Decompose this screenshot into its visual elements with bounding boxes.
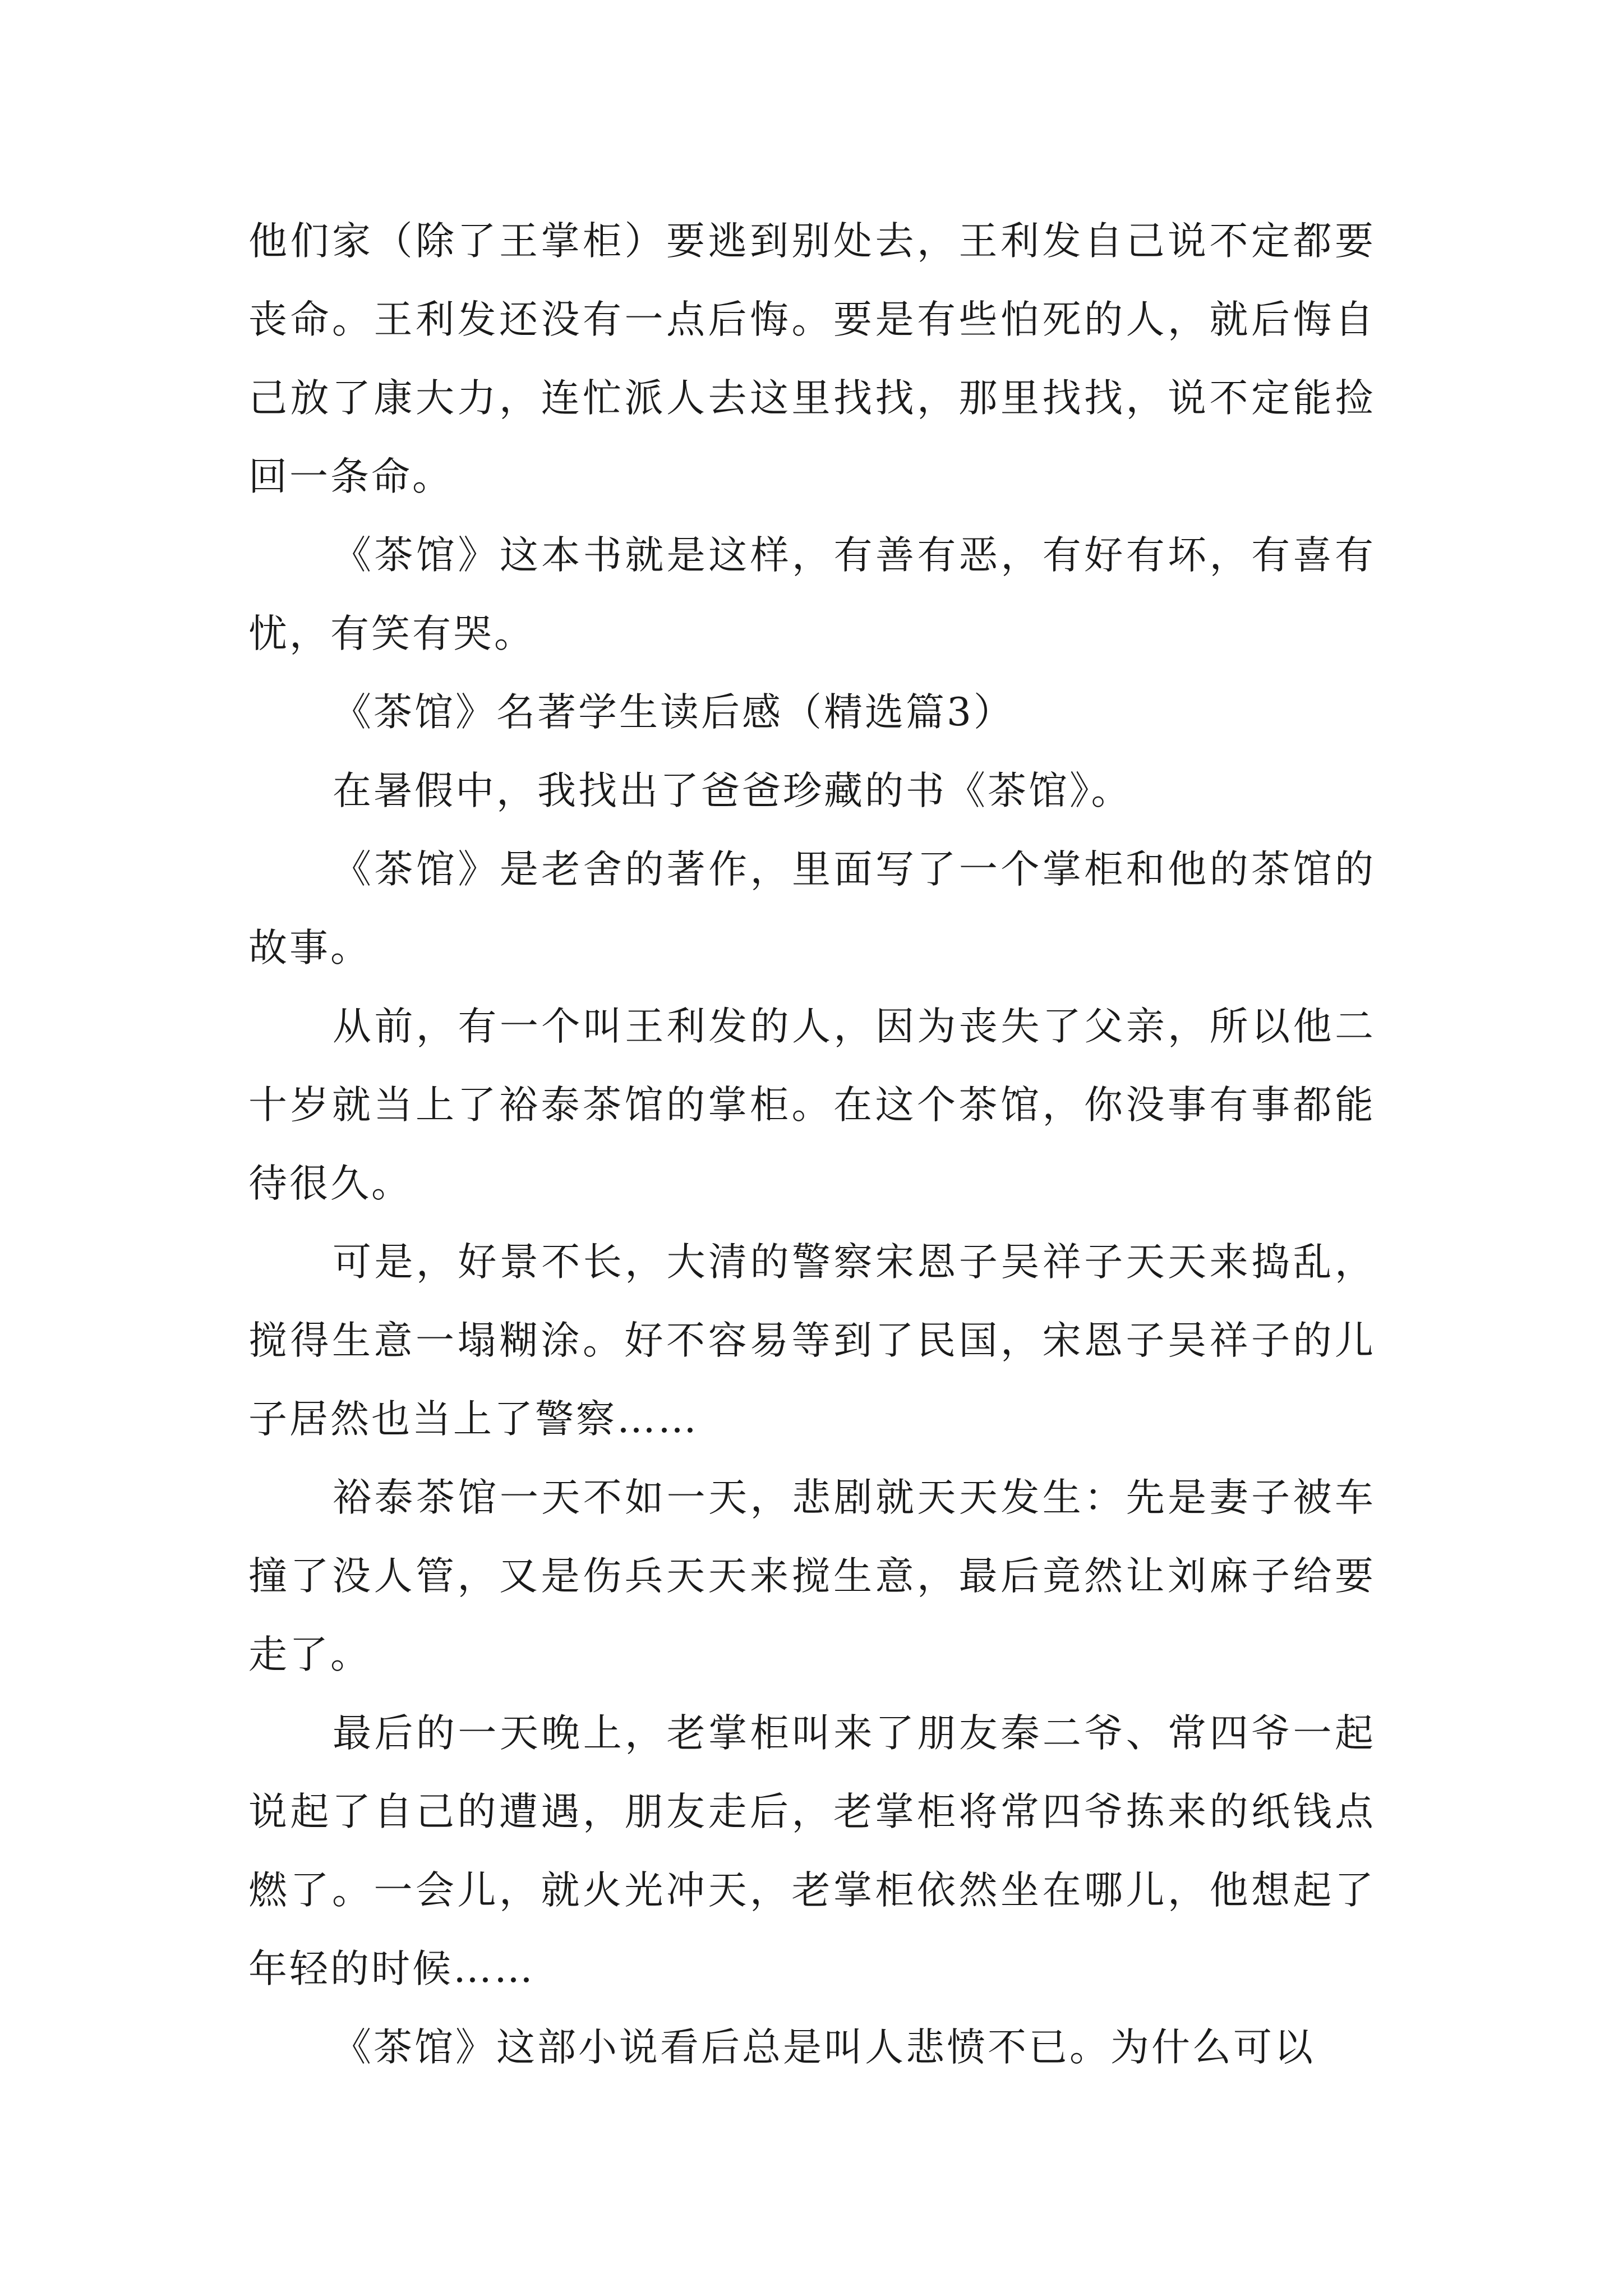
paragraph-8: 最后的一天晚上，老掌柜叫来了朋友秦二爷、常四爷一起说起了自己的遭遇，朋友走后，老掌柜将常四爷拣来的纸钱点燃了。一会儿，就火光冲天，老掌柜依然坐在哪儿，他想起了年轻的时候…… (248, 1711, 1376, 1991)
paragraph-1: 他们家（除了王掌柜）要逃到别处去，王利发自己说不定都要丧命。王利发还没有一点后悔。要是有些怕死的人，就后悔自己放了康大力，连忙派人去这里找找，那里找找，说不定能捡回一条命。 (248, 219, 1376, 499)
paragraph-6: 可是，好景不长，大清的警察宋恩子吴祥子天天来捣乱，搅得生意一塌糊涂。好不容易等到了民国，宋恩子吴祥子的儿子居然也当上了警察…… (248, 1240, 1376, 1442)
section-heading: 《茶馆》名著学生读后感（精选篇3） (333, 690, 1015, 735)
paragraph-2: 《茶馆》这本书就是这样，有善有恶，有好有坏，有喜有忧，有笑有哭。 (248, 533, 1376, 656)
paragraph-7: 裕泰茶馆一天不如一天，悲剧就天天发生：先是妻子被车撞了没人管，又是伤兵天天来搅生意，最后竟然让刘麻子给要走了。 (248, 1475, 1376, 1677)
paragraph-9: 《茶馆》这部小说看后总是叫人悲愤不已。为什么可以 (333, 2025, 1315, 2070)
document-body (248, 202, 1376, 2087)
paragraph-5: 从前，有一个叫王利发的人，因为丧失了父亲，所以他二十岁就当上了裕泰茶馆的掌柜。在这个茶馆，你没事有事都能待很久。 (248, 1004, 1376, 1206)
paragraph-3: 在暑假中，我找出了爸爸珍藏的书《茶馆》。 (333, 769, 1132, 813)
paragraph-4: 《茶馆》是老舍的著作，里面写了一个掌柜和他的茶馆的故事。 (248, 847, 1376, 970)
